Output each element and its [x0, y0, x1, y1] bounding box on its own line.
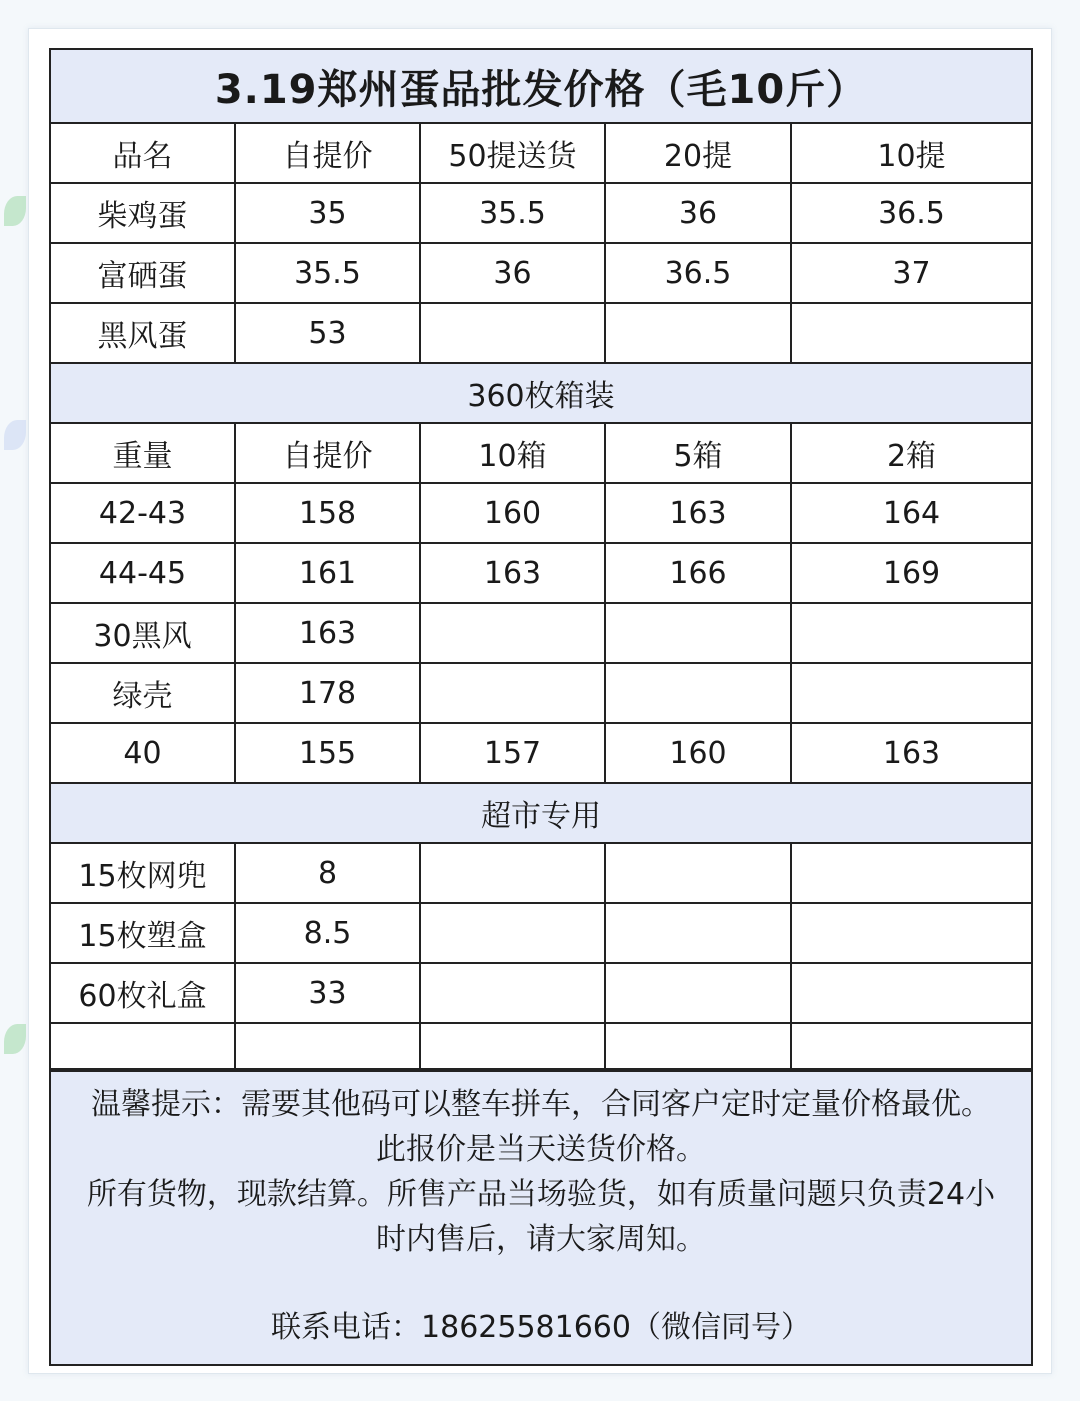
- section-row: [51, 783, 1031, 843]
- header-cell: 自提价: [235, 423, 420, 483]
- product-name-cell: 柴鸡蛋: [51, 183, 235, 243]
- price-cell: [420, 843, 605, 903]
- section-heading: 超市专用: [51, 783, 1031, 843]
- header-cell: 5箱: [605, 423, 791, 483]
- header-cell: 10箱: [420, 423, 605, 483]
- price-cell: [605, 303, 791, 363]
- table-row: [51, 243, 1031, 303]
- price-cell: [420, 963, 605, 1023]
- empty-cell: [51, 1023, 235, 1069]
- section-row: [51, 363, 1031, 423]
- price-cell: 158: [235, 483, 420, 543]
- price-cell: 33: [235, 963, 420, 1023]
- price-cell: 37: [791, 243, 1031, 303]
- price-cell: [605, 903, 791, 963]
- table-row: [51, 303, 1031, 363]
- price-sheet: [49, 48, 1033, 1366]
- price-cell: 161: [235, 543, 420, 603]
- price-cell: 35: [235, 183, 420, 243]
- price-cell: 163: [235, 603, 420, 663]
- price-cell: [605, 663, 791, 723]
- product-name-cell: 黑风蛋: [51, 303, 235, 363]
- notes-line: 此报价是当天送货价格。: [376, 1132, 706, 1167]
- table-row: [51, 963, 1031, 1023]
- page-title: 3.19郑州蛋品批发价格（毛10斤）: [51, 50, 1031, 124]
- table-row: [51, 603, 1031, 663]
- price-cell: [605, 963, 791, 1023]
- decorative-leaf: [4, 420, 26, 450]
- price-cell: 8: [235, 843, 420, 903]
- price-cell: [605, 603, 791, 663]
- notes-line: 温馨提示：需要其他码可以整车拼车，合同客户定时定量价格最优。: [91, 1087, 991, 1122]
- weight-cell: 42-43: [51, 483, 235, 543]
- section-heading: 360枚箱装: [51, 363, 1031, 423]
- contact-phone: 联系电话：18625581660（微信同号）: [271, 1310, 811, 1345]
- price-cell: 35.5: [420, 183, 605, 243]
- table-row: [51, 483, 1031, 543]
- price-cell: 163: [605, 483, 791, 543]
- table-row: [51, 183, 1031, 243]
- empty-cell: [605, 1023, 791, 1069]
- price-cell: 36: [605, 183, 791, 243]
- price-cell: 178: [235, 663, 420, 723]
- price-cell: 160: [420, 483, 605, 543]
- empty-cell: [420, 1023, 605, 1069]
- header-cell: 10提: [791, 124, 1031, 183]
- price-cell: 163: [420, 543, 605, 603]
- notes-line: 时内售后，请大家周知。: [376, 1222, 706, 1257]
- price-cell: [791, 903, 1031, 963]
- header-cell: 20提: [605, 124, 791, 183]
- weight-cell: 绿壳: [51, 663, 235, 723]
- price-cell: [791, 603, 1031, 663]
- decorative-leaf: [4, 196, 26, 226]
- price-cell: [420, 663, 605, 723]
- product-name-cell: 富硒蛋: [51, 243, 235, 303]
- product-name-cell: 15枚塑盒: [51, 903, 235, 963]
- price-cell: [420, 603, 605, 663]
- price-cell: [791, 663, 1031, 723]
- header-cell: 2箱: [791, 423, 1031, 483]
- price-cell: 155: [235, 723, 420, 783]
- empty-cell: [235, 1023, 420, 1069]
- price-cell: 169: [791, 543, 1031, 603]
- price-cell: [605, 843, 791, 903]
- price-cell: 157: [420, 723, 605, 783]
- price-cell: 36.5: [605, 243, 791, 303]
- price-cell: [791, 303, 1031, 363]
- table-row: [51, 843, 1031, 903]
- price-cell: 36.5: [791, 183, 1031, 243]
- notes-spacer: [61, 1262, 1021, 1305]
- header-cell: 自提价: [235, 124, 420, 183]
- table-row: [51, 543, 1031, 603]
- price-cell: [791, 843, 1031, 903]
- price-cell: [791, 963, 1031, 1023]
- price-cell: 35.5: [235, 243, 420, 303]
- empty-cell: [791, 1023, 1031, 1069]
- header-cell: 50提送货: [420, 124, 605, 183]
- table-row: [51, 663, 1031, 723]
- product-name-cell: 60枚礼盒: [51, 963, 235, 1023]
- header-cell: 重量: [51, 423, 235, 483]
- notes-box: [51, 1070, 1031, 1364]
- header-cell: 品名: [51, 124, 235, 183]
- weight-cell: 30黑风: [51, 603, 235, 663]
- price-cell: 160: [605, 723, 791, 783]
- price-cell: 36: [420, 243, 605, 303]
- price-cell: 8.5: [235, 903, 420, 963]
- product-name-cell: 15枚网兜: [51, 843, 235, 903]
- price-cell: 163: [791, 723, 1031, 783]
- price-cell: 53: [235, 303, 420, 363]
- weight-cell: 44-45: [51, 543, 235, 603]
- table-header-row: [51, 124, 1031, 183]
- price-cell: 164: [791, 483, 1031, 543]
- table-header-row: [51, 423, 1031, 483]
- table-row: [51, 723, 1031, 783]
- price-cell: 166: [605, 543, 791, 603]
- price-table: [51, 124, 1031, 1070]
- notes-line: 所有货物，现款结算。所售产品当场验货，如有质量问题只负责24小: [86, 1177, 996, 1212]
- price-cell: [420, 903, 605, 963]
- decorative-leaf: [4, 1024, 26, 1054]
- table-row: [51, 903, 1031, 963]
- weight-cell: 40: [51, 723, 235, 783]
- price-cell: [420, 303, 605, 363]
- table-row: [51, 1023, 1031, 1069]
